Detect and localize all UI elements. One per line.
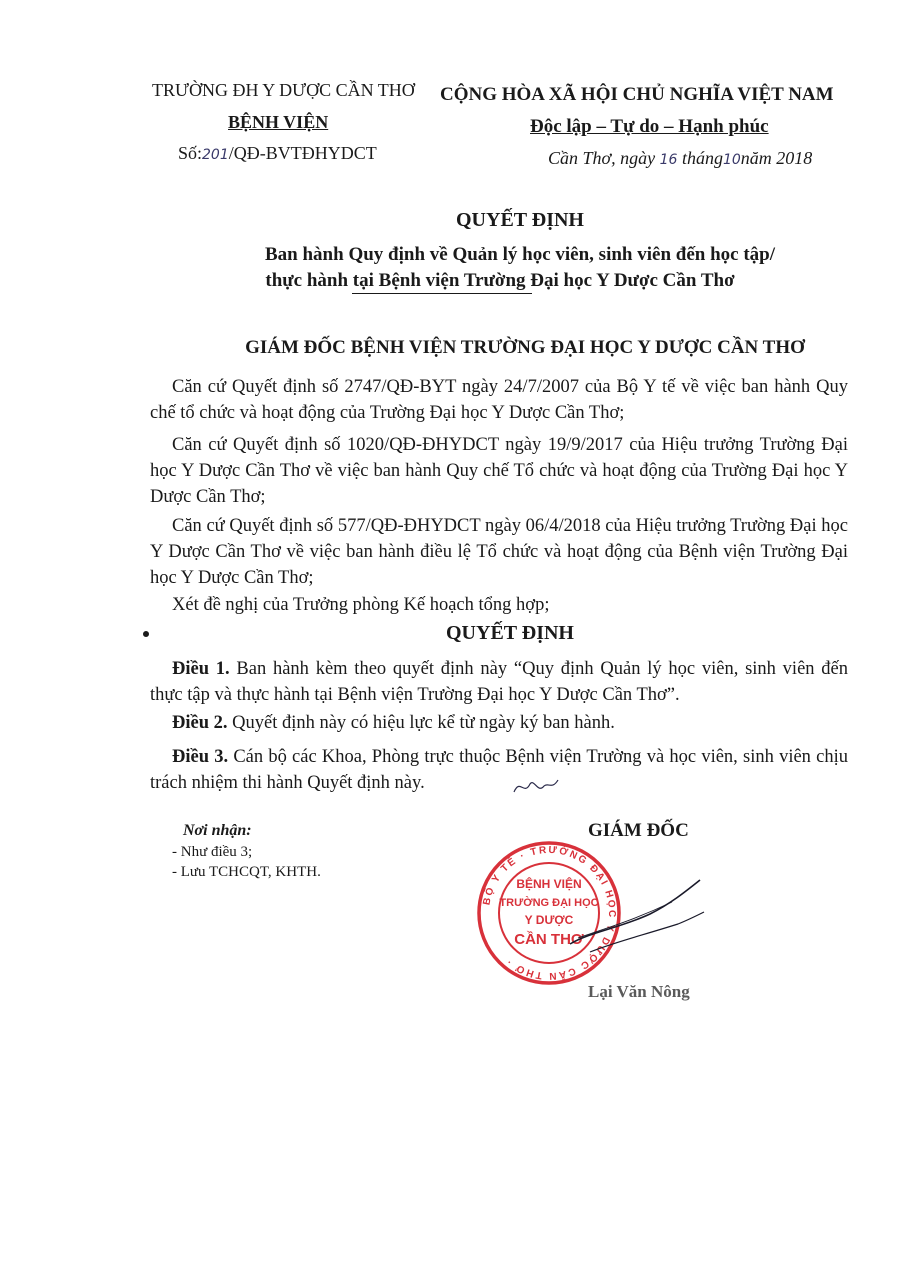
article-1-text: Ban hành kèm theo quyết định này “Quy định Quản lý học viên, sinh viên đến thực tập và thực hành tại Bệnh viện Trường Đại học Y Dược Cần Thơ”. xyxy=(150,659,848,705)
country-name: CỘNG HÒA XÃ HỘI CHỦ NGHĨA VIỆT NAM xyxy=(440,84,834,105)
article-3-text: Cán bộ các Khoa, Phòng trực thuộc Bệnh viện Trường và học viên, sinh viên chịu trách nhiệm thi hành Quyết định này. xyxy=(150,747,849,793)
issuing-authority: GIÁM ĐỐC BỆNH VIỆN TRƯỜNG ĐẠI HỌC Y DƯỢC CẦN THƠ xyxy=(245,337,805,358)
article-1 xyxy=(150,656,848,708)
recipients-heading: Nơi nhận: xyxy=(183,822,252,839)
legal-basis-4: Xét đề nghị của Trưởng phòng Kế hoạch tổng hợp; xyxy=(172,595,550,615)
date-part-2: tháng xyxy=(681,148,723,168)
document-subtitle-line-1: Ban hành Quy định về Quản lý học viên, sinh viên đến học tập/ xyxy=(265,244,775,265)
svg-text:BỆNH VIỆN: BỆNH VIỆN xyxy=(516,877,582,891)
date-month-handwritten: 10 xyxy=(722,152,741,168)
article-3 xyxy=(150,744,848,796)
article-2 xyxy=(150,710,848,736)
article-2-label: Điều 2. xyxy=(172,713,228,733)
signer-title: GIÁM ĐỐC xyxy=(588,820,689,841)
article-3-label: Điều 3. xyxy=(172,747,229,767)
signer-name: Lại Văn Nông xyxy=(588,982,690,1001)
recipient-item-1: - Như điều 3; xyxy=(172,844,253,860)
subtitle-underline xyxy=(352,293,532,294)
document-title: QUYẾT ĐỊNH xyxy=(456,209,584,231)
date-part-3: năm 2018 xyxy=(740,148,813,168)
svg-text:TRƯỜNG ĐẠI HỌC: TRƯỜNG ĐẠI HỌC xyxy=(499,897,599,909)
decision-heading: QUYẾT ĐỊNH xyxy=(446,622,574,644)
legal-basis-1: Căn cứ Quyết định số 2747/QĐ-BYT ngày 24/7/2007 của Bộ Y tế về việc ban hành Quy chế tổ chức và hoạt động của Trường Đại học Y Dược Cần Thơ; xyxy=(150,377,848,423)
svg-text:BỘ Y TẾ · TRƯỜNG ĐẠI HỌC Y DƯỢ: BỘ Y TẾ · TRƯỜNG ĐẠI HỌC Y DƯỢC CẦN THƠ · xyxy=(481,844,618,982)
date-part-1: Cần Thơ, ngày xyxy=(548,148,656,168)
doc-number xyxy=(178,143,377,164)
initial-mark xyxy=(512,774,562,798)
svg-text:Y DƯỢC: Y DƯỢC xyxy=(524,913,574,927)
doc-number-handwritten: 201 xyxy=(202,147,229,163)
doc-number-prefix: Số: xyxy=(178,143,203,163)
document-subtitle-line-2: thực hành tại Bệnh viện Trường Đại học Y Dược Cần Thơ xyxy=(265,270,735,291)
legal-basis-3: Căn cứ Quyết định số 577/QĐ-ĐHYDCT ngày 06/4/2018 của Hiệu trưởng Trường Đại học Y Dược Cần Thơ về việc ban hành điều lệ Tổ chức và hoạt động của Bệnh viện Trường Đại học Y Dược Cần Thơ; xyxy=(150,516,848,588)
doc-number-suffix: /QĐ-BVTĐHYDCT xyxy=(228,143,377,163)
article-1-label: Điều 1. xyxy=(172,659,230,679)
issue-date xyxy=(548,148,812,169)
org-line-1: TRƯỜNG ĐH Y DƯỢC CẦN THƠ xyxy=(152,80,415,100)
org-line-2: BỆNH VIỆN xyxy=(228,112,329,132)
national-motto: Độc lập – Tự do – Hạnh phúc xyxy=(530,116,769,137)
legal-basis-2: Căn cứ Quyết định số 1020/QĐ-ĐHYDCT ngày 19/9/2017 của Hiệu trưởng Trường Đại học Y Dược Cần Thơ về việc ban hành Quy chế Tổ chức và hoạt động của Trường Đại học Y Dược Cần Thơ; xyxy=(150,435,848,507)
signature-mark xyxy=(560,872,710,962)
svg-text:CẦN THƠ: CẦN THƠ xyxy=(514,931,584,948)
date-day-handwritten: 16 xyxy=(659,152,678,168)
recipient-item-2: - Lưu TCHCQT, KHTH. xyxy=(172,864,321,880)
article-2-text: Quyết định này có hiệu lực kể từ ngày ký ban hành. xyxy=(232,713,615,733)
